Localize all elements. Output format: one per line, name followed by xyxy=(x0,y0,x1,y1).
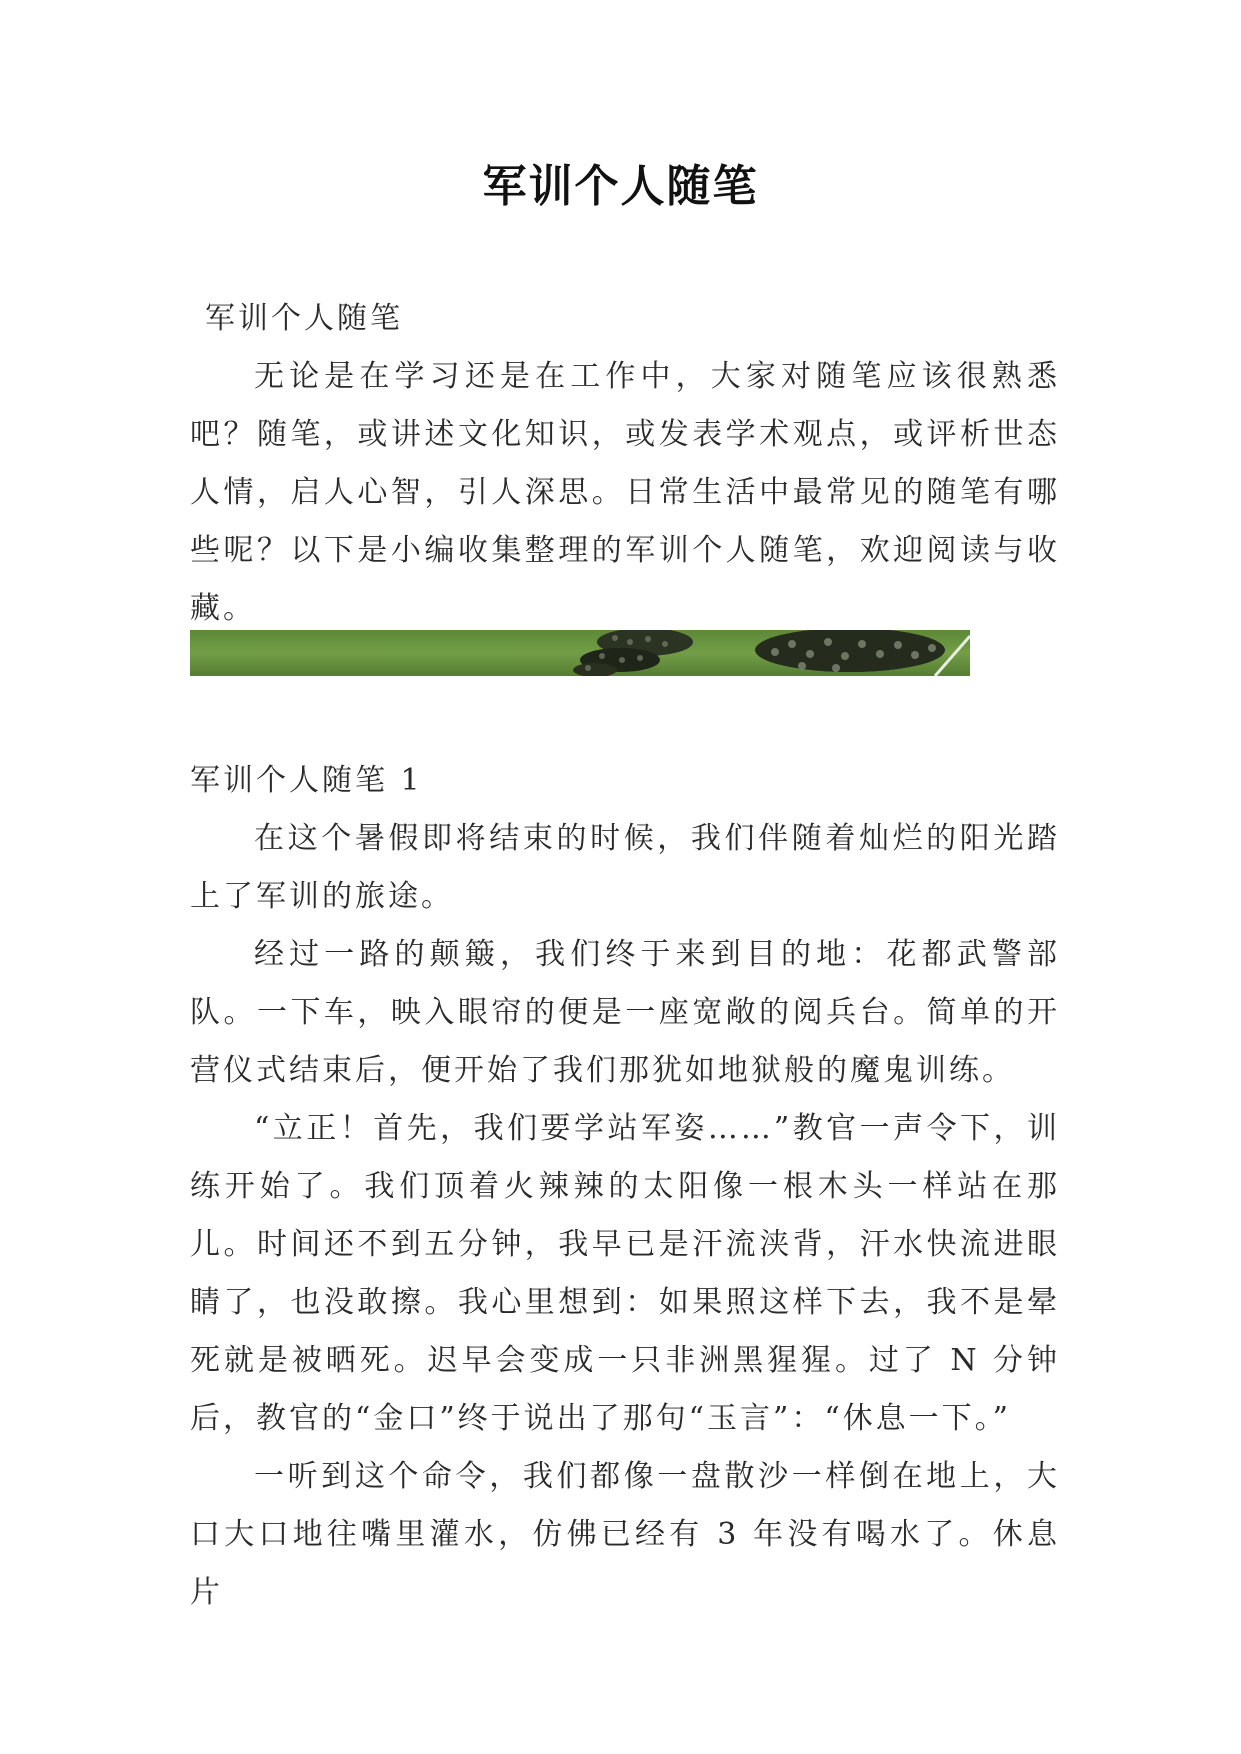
intro-paragraph: 无论是在学习还是在工作中，大家对随笔应该很熟悉吧？随笔，或讲述文化知识，或发表学术观点，或评析世态人情，启人心智，引人深思。日常生活中最常见的随笔有哪些呢？以下是小编收集整理的军训个人随笔，欢迎阅读与收藏。 xyxy=(190,359,1060,626)
body-paragraph: “立正！首先，我们要学站军姿……”教官一声令下，训练开始了。我们顶着火辣辣的太阳像一根木头一样站在那儿。时间还不到五分钟，我早已是汗流浃背，汗水快流进眼睛了，也没敢擦。我心里想到：如果照这样下去，我不是晕死就是被晒死。迟早会变成一只非洲黑猩猩。过了 N 分钟后，教官的“金口”终于说出了那句“玉言”：“休息一下。” xyxy=(190,1111,1060,1436)
section-heading: 军训个人随笔 1 xyxy=(190,763,423,798)
body-text xyxy=(190,810,1060,1622)
body-paragraph: 一听到这个命令，我们都像一盘散沙一样倒在地上，大口大口地往嘴里灌水，仿佛已经有 3 年没有喝水了。休息片 xyxy=(190,1459,1060,1610)
document-title: 军训个人随笔 xyxy=(482,161,759,212)
subtitle: 军训个人随笔 xyxy=(205,301,403,336)
banner-image xyxy=(190,630,970,676)
body-paragraph: 在这个暑假即将结束的时候，我们伴随着灿烂的阳光踏上了军训的旅途。 xyxy=(190,821,1060,914)
body-paragraph: 经过一路的颠簸，我们终于来到目的地：花都武警部队。一下车，映入眼帘的便是一座宽敞的阅兵台。简单的开营仪式结束后，便开始了我们那犹如地狱般的魔鬼训练。 xyxy=(190,937,1060,1088)
